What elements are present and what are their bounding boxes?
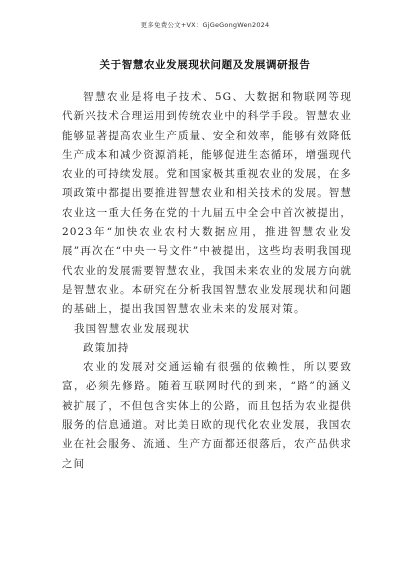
subsection-heading: 政策加持 bbox=[83, 341, 130, 354]
document-title: 关于智慧农业发展现状问题及发展调研报告 bbox=[99, 59, 311, 71]
document-body bbox=[62, 88, 352, 474]
header-note: 更多免费公文+VX：GjGeGongWen2024 bbox=[140, 21, 270, 29]
section-heading: 我国智慧农业发展现状 bbox=[74, 322, 190, 335]
paragraph-policy: 农业的发展对交通运输有很强的依赖性，所以要致富，必须先修路。随着互联网时代的到来，“路”的涵义被扩展了，不但包含实体上的公路，而且包括为农业提供服务的信息通道。对比美日欧的现代化农业发展，我国农业在社会服务、流通、生产方面都还很落后，农产品供求之间 bbox=[62, 361, 352, 470]
paragraph-intro: 智慧农业是将电子技术、5G、大数据和物联网等现代新兴技术合理运用到传统农业中的科学手段。智慧农业能够显著提高农业生产质量、安全和效率，能够有效降低生产成本和减少资源消耗，能够促进生态循环，增强现代农业的可持续发展。党和国家极其重视农业的发展，在多项政策中都提出要推进智慧农业和相关技术的发展。智慧农业这一重大任务在党的十九届五中全会中首次被提出，2023年“加快农业农村大数据应用，推进智慧农业发展”再次在“中央一号文件”中被提出，这些均表明我国现代农业的发展需要智慧农业，我国未来农业的发展方向就是智慧农业。本研究在分析我国智慧农业发展现状和问题的基础上，提出我国智慧农业未来的发展对策。 bbox=[62, 91, 352, 316]
